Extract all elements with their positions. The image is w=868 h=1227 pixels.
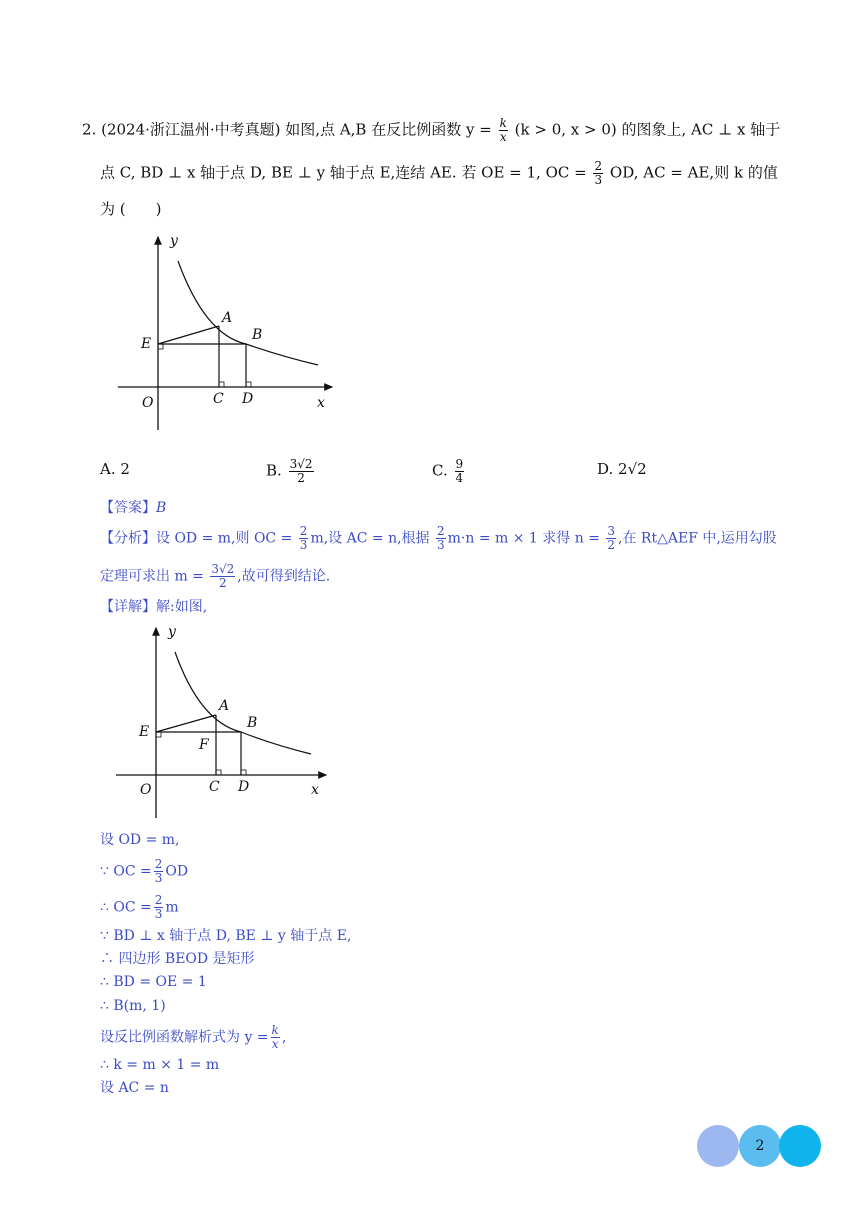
label-D: D <box>242 391 254 407</box>
option-c: C. $\frac{9}{4}$ <box>432 457 464 485</box>
option-d: D. 2√2 <box>597 460 647 478</box>
label-A: A <box>219 698 230 714</box>
label-F: F <box>199 737 209 753</box>
label-B: B <box>252 327 263 343</box>
hyperbola-curve <box>175 652 311 754</box>
detail-step-7: ∴ B(m, 1) <box>100 998 166 1014</box>
detail-header: 【详解】解:如图, <box>100 599 208 615</box>
fraction-two-thirds: $\frac{2}{3}$ <box>594 159 603 187</box>
label-y: y <box>168 624 176 640</box>
question-line-2: 点 C, BD ⊥ x 轴于点 D, BE ⊥ y 轴于点 E,连结 AE. 若 OE = 1, OC = $\frac{2}{3}$ OD, AC = AE,则 k 的值 <box>100 159 778 187</box>
label-x: x <box>317 395 325 411</box>
answer-line <box>100 497 166 519</box>
question-line-1: 2. (2024·浙江温州·中考真题) 如图,点 A,B 在反比例函数 y = $\frac{k}{x}$ (k > 0, x > 0) 的图象上, AC ⊥ x 轴于 <box>82 116 781 144</box>
fraction-k-over-x: $\frac{k}{x}$ <box>499 116 507 144</box>
detail-step-2: ∵ OC = $\frac{2}{3}$ OD <box>100 857 189 885</box>
detail-step-5: ∴ 四边形 BEOD 是矩形 <box>100 951 255 967</box>
label-A: A <box>222 310 233 326</box>
answer-label: 【答案】 <box>100 500 156 516</box>
label-B: B <box>247 715 258 731</box>
detail-step-3: ∴ OC = $\frac{2}{3}$ m <box>100 893 179 921</box>
label-C: C <box>213 391 224 407</box>
detail-step-6: ∴ BD = OE = 1 <box>100 974 207 990</box>
question-source: (2024·浙江温州·中考真题) <box>101 120 281 139</box>
option-a: A. 2 <box>100 460 130 478</box>
detail-step-9: ∴ k = m × 1 = m <box>100 1057 220 1073</box>
detail-step-10: 设 AC = n <box>100 1080 169 1096</box>
label-y: y <box>170 233 178 249</box>
label-x: x <box>311 782 319 798</box>
page-circle-3 <box>779 1125 821 1167</box>
label-O: O <box>140 782 152 798</box>
analysis-line-1: 【分析】设 OD = m,则 OC = $\frac{2}{3}$ m,设 AC = n,根据 $\frac{2}{3}$ m·n = m × 1 求得 n = $\frac{3}{2}$ ,在 Rt△AEF 中,运用勾股 <box>100 524 777 552</box>
figure-1-graph <box>110 225 350 440</box>
label-E: E <box>139 724 150 740</box>
page-circle-1 <box>697 1125 739 1167</box>
label-E: E <box>141 336 152 352</box>
label-O: O <box>142 395 154 411</box>
detail-step-4: ∵ BD ⊥ x 轴于点 D, BE ⊥ y 轴于点 E, <box>100 928 352 944</box>
detail-step-1: 设 OD = m, <box>100 832 180 848</box>
page-number: 2 <box>755 1138 765 1154</box>
question-line-3: 为 ( ) <box>100 200 162 218</box>
detail-step-8: 设反比例函数解析式为 y = $\frac{k}{x}$ , <box>100 1023 287 1051</box>
question-number: 2. <box>82 120 97 139</box>
label-D: D <box>238 779 250 795</box>
answer-value: B <box>156 500 167 516</box>
label-C: C <box>209 779 220 795</box>
option-b: B. $\frac{3√2}{2}$ <box>266 457 313 485</box>
figure-2-graph <box>108 618 343 823</box>
analysis-line-2: 定理可求出 m = $\frac{3√2}{2}$ ,故可得到结论. <box>100 562 331 590</box>
hyperbola-curve <box>178 261 318 365</box>
